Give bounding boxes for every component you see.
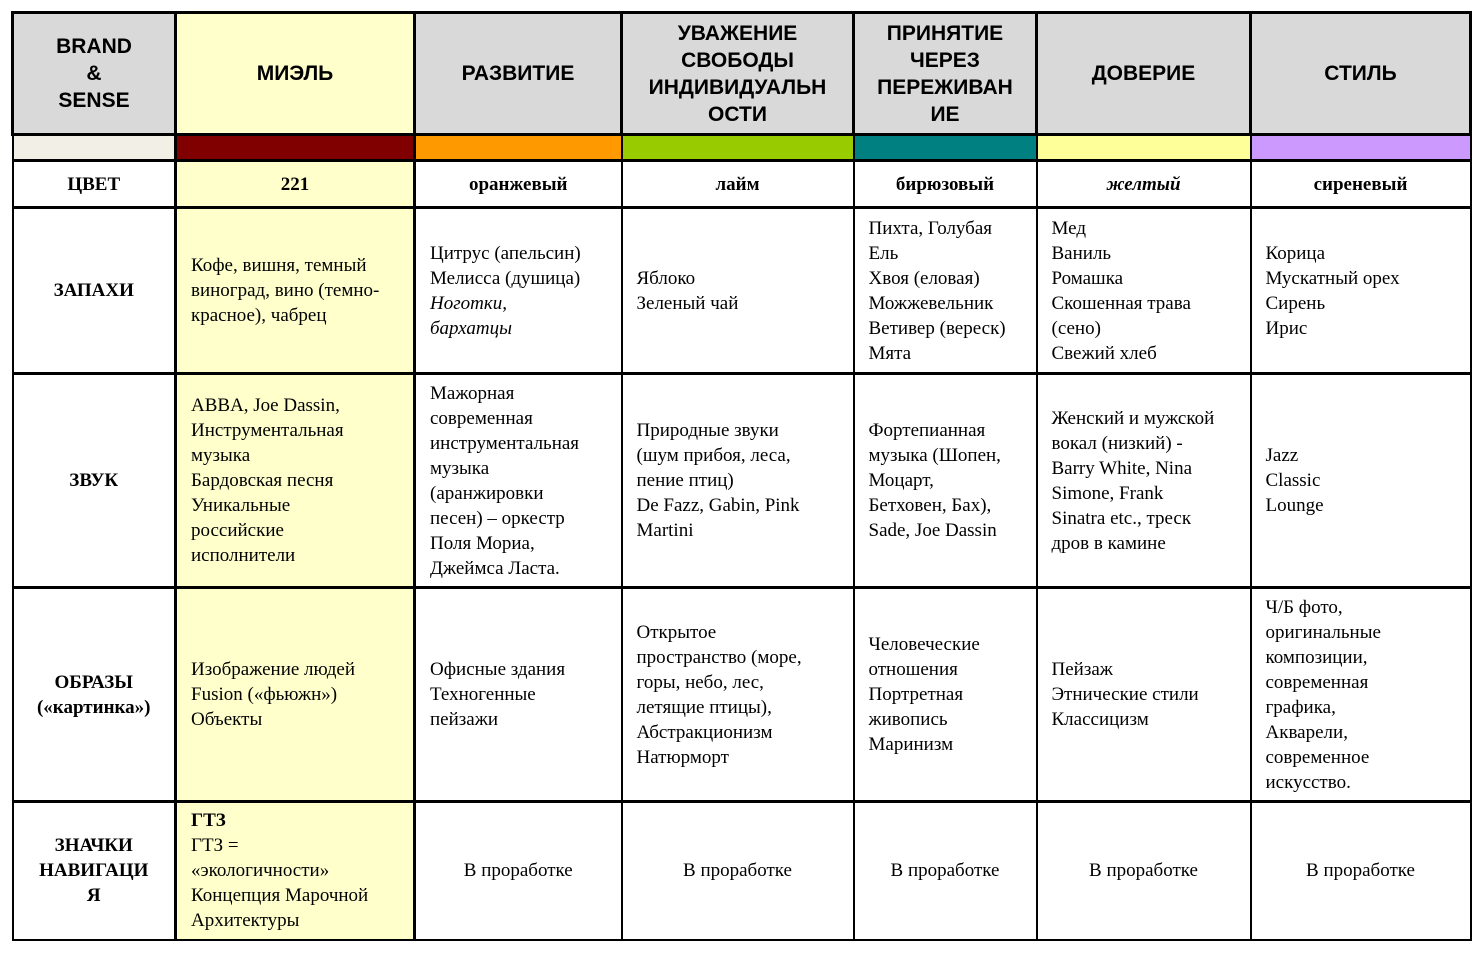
smells-cell <box>1251 208 1471 374</box>
cell-line: Техногенные <box>430 684 536 705</box>
cell-line: Инструментальная <box>191 420 344 441</box>
row-label-sound: ЗВУК <box>13 374 176 588</box>
navigation-row <box>13 802 1471 940</box>
header-line: ЧЕРЕЗ <box>910 48 980 72</box>
cell-line: вокал (низкий) - <box>1051 432 1183 454</box>
corner-line: BRAND <box>56 35 132 58</box>
cell-line: Этнические стили <box>1051 684 1199 705</box>
header-line: СТИЛЬ <box>1324 62 1397 85</box>
sound-row <box>13 374 1471 588</box>
brand-sense-table <box>11 11 1472 941</box>
smells-cell <box>415 208 622 374</box>
cell-line: горы, небо, лес, <box>636 671 764 693</box>
cell-line: Корица <box>1265 242 1325 264</box>
cell-line: отношения <box>868 659 958 680</box>
images-cell <box>1251 588 1471 802</box>
cell-line: композиции, <box>1265 646 1368 668</box>
cell-line: Martini <box>636 520 694 541</box>
cell-line: (сено) <box>1051 317 1101 339</box>
cell-line: ЗНАЧКИ <box>54 835 133 857</box>
corner-header <box>13 13 176 135</box>
cell-line: бархатцы <box>430 317 512 339</box>
cell-line: Ветивер (вереск) <box>868 317 1006 339</box>
cell-line: Объекты <box>191 709 263 730</box>
cell-line: Ель <box>868 242 899 264</box>
sound-brand <box>176 374 415 588</box>
cell-line: Пейзаж <box>1051 659 1113 680</box>
row-label-smells: ЗАПАХИ <box>13 208 176 374</box>
swatch-brand <box>176 135 415 161</box>
cell-line: Поля Мориа, <box>430 532 535 554</box>
cell-line: Женский и мужской <box>1051 407 1215 429</box>
cell-line: Свежий хлеб <box>1051 342 1157 364</box>
sound-cell <box>1037 374 1251 588</box>
header-line: ИЕ <box>930 102 960 126</box>
cell-line: виноград, вино (темно- <box>191 280 380 301</box>
cell-line: Мажорная <box>430 382 515 404</box>
cell-line: Фортепианная <box>868 420 986 441</box>
cell-line: Скошенная трава <box>1051 292 1191 314</box>
corner-line: SENSE <box>58 89 130 112</box>
cell-line: Изображение людей <box>191 659 356 680</box>
cell-line: ГТЗ = <box>191 835 239 857</box>
cell-line: Можжевельник <box>868 292 994 314</box>
cell-line: Fusion («фьюжн») <box>191 684 338 705</box>
images-cell <box>622 588 854 802</box>
cell-line: графика, <box>1265 696 1336 718</box>
cell-line: Мускатный орех <box>1265 267 1400 289</box>
cell-line: Sinatra etc., треск <box>1051 507 1192 529</box>
cell-line: музыка <box>430 457 490 479</box>
cell-line: Пихта, Голубая <box>868 217 993 239</box>
smells-brand <box>176 208 415 374</box>
color-row <box>13 161 1471 208</box>
swatch-lime <box>622 135 854 161</box>
sound-cell <box>622 374 854 588</box>
sound-cell <box>415 374 622 588</box>
cell-line: пространство (море, <box>636 646 802 668</box>
cell-line: Маринизм <box>868 734 954 755</box>
swatch-yellow <box>1037 135 1251 161</box>
swatch-label <box>13 135 176 161</box>
cell-line: De Fazz, Gabin, Pink <box>636 495 800 516</box>
cell-line: Цитрус (апельсин) <box>430 242 581 264</box>
images-cell <box>1037 588 1251 802</box>
swatch-turquoise <box>854 135 1037 161</box>
navigation-cell: В проработке <box>415 802 622 940</box>
color-cell: бирюзовый <box>854 161 1037 208</box>
cell-line: Мелисса (душица) <box>430 267 581 289</box>
cell-line: НАВИГАЦИ <box>39 860 149 882</box>
cell-line: Jazz <box>1265 445 1299 466</box>
navigation-cell: В проработке <box>854 802 1037 940</box>
cell-line: Акварели, <box>1265 721 1348 743</box>
cell-line: современная <box>1265 671 1369 693</box>
cell-line: песен) – оркестр <box>430 507 565 529</box>
cell-line: Моцарт, <box>868 470 934 491</box>
color-brand: 221 <box>176 161 415 208</box>
cell-line: живопись <box>868 709 948 730</box>
color-cell: желтый <box>1037 161 1251 208</box>
cell-line: Природные звуки <box>636 420 779 441</box>
smells-row <box>13 208 1471 374</box>
smells-cell <box>622 208 854 374</box>
cell-line: («картинка») <box>36 696 151 718</box>
images-cell <box>415 588 622 802</box>
cell-line: дров в камине <box>1051 532 1166 554</box>
column-header-acceptance <box>854 13 1037 135</box>
cell-line: Barry White, Nina <box>1051 457 1193 479</box>
cell-line: Абстракционизм <box>636 721 773 743</box>
cell-line: инструментальная <box>430 432 580 454</box>
cell-line: Хвоя (еловая) <box>868 267 980 289</box>
cell-line: Портретная <box>868 684 964 705</box>
navigation-cell: В проработке <box>622 802 854 940</box>
cell-line: красное), чабрец <box>191 305 327 326</box>
swatch-lilac <box>1251 135 1471 161</box>
column-header-development <box>415 13 622 135</box>
cell-line: Ваниль <box>1051 242 1112 264</box>
header-line: ПЕРЕЖИВАН <box>877 75 1013 99</box>
cell-line: Ноготки, <box>430 292 507 314</box>
header-line: УВАЖЕНИЕ <box>677 21 798 45</box>
cell-line: пение птиц) <box>636 470 734 491</box>
row-label-images <box>13 588 176 802</box>
cell-line: музыка (Шопен, <box>868 445 1001 466</box>
cell-line: Классицизм <box>1051 709 1149 730</box>
cell-line: музыка <box>191 445 251 466</box>
cell-line: искусство. <box>1265 771 1351 793</box>
header-line: ОСТИ <box>708 102 767 126</box>
cell-line: (аранжировки <box>430 482 544 504</box>
swatch-row <box>13 135 1471 161</box>
header-line: СВОБОДЫ <box>681 48 794 72</box>
images-brand <box>176 588 415 802</box>
header-line: ДОВЕРИЕ <box>1091 62 1196 85</box>
cell-line: Ирис <box>1265 317 1308 339</box>
cell-line: Открытое <box>636 621 717 643</box>
color-cell: оранжевый <box>415 161 622 208</box>
navigation-brand <box>176 802 415 940</box>
cell-line: Lounge <box>1265 495 1324 516</box>
brand-header: МИЭЛЬ <box>176 13 415 135</box>
color-cell: сиреневый <box>1251 161 1471 208</box>
cell-line: Кофе, вишня, темный <box>191 255 367 276</box>
cell-line: Мед <box>1051 217 1086 239</box>
cell-line: исполнители <box>191 545 296 566</box>
row-label-navigation <box>13 802 176 940</box>
column-header-respect <box>622 13 854 135</box>
header-row <box>13 13 1471 135</box>
cell-line: Джеймса Ласта. <box>430 557 560 579</box>
cell-line: (шум прибоя, леса, <box>636 445 791 466</box>
color-cell: лайм <box>622 161 854 208</box>
cell-line: современная <box>430 407 533 429</box>
column-header-style <box>1251 13 1471 135</box>
header-line: РАЗВИТИЕ <box>461 62 575 85</box>
header-line: ИНДИВИДУАЛЬН <box>648 75 827 99</box>
cell-line: Бардовская песня <box>191 470 334 491</box>
cell-line: Я <box>86 885 101 907</box>
corner-line: & <box>86 62 102 85</box>
header-line: ПРИНЯТИЕ <box>886 21 1004 45</box>
cell-line: российские <box>191 520 284 541</box>
cell-line: Зеленый чай <box>636 292 739 314</box>
sound-cell <box>1251 374 1471 588</box>
navigation-cell: В проработке <box>1037 802 1251 940</box>
cell-line: Уникальные <box>191 495 291 516</box>
cell-line: Натюрморт <box>636 746 729 768</box>
cell-line: Ромашка <box>1051 267 1124 289</box>
cell-line: Человеческие <box>868 634 980 655</box>
cell-line: Ч/Б фото, <box>1265 596 1343 618</box>
cell-line: Офисные здания <box>430 659 566 680</box>
row-label-color: ЦВЕТ <box>13 161 176 208</box>
cell-line: Сирень <box>1265 292 1326 314</box>
cell-line: «экологичности» <box>191 860 330 882</box>
smells-cell <box>1037 208 1251 374</box>
cell-line: ОБРАЗЫ <box>54 671 133 693</box>
images-row <box>13 588 1471 802</box>
column-header-trust <box>1037 13 1251 135</box>
cell-line: ГТЗ <box>191 810 226 832</box>
cell-line: Бетховен, Бах), <box>868 495 992 516</box>
swatch-orange <box>415 135 622 161</box>
cell-line: Simone, Frank <box>1051 482 1164 504</box>
cell-line: ABBA, Joe Dassin, <box>191 395 340 416</box>
cell-line: Sade, Joe Dassin <box>868 520 997 541</box>
cell-line: Архитектуры <box>191 910 300 932</box>
smells-cell <box>854 208 1037 374</box>
cell-line: пейзажи <box>430 709 499 730</box>
cell-line: современное <box>1265 746 1370 768</box>
cell-line: Концепция Марочной <box>191 885 369 907</box>
cell-line: летящие птицы), <box>636 696 772 718</box>
cell-line: оригинальные <box>1265 621 1381 643</box>
cell-line: Мята <box>868 342 912 364</box>
cell-line: Яблоко <box>636 267 696 289</box>
cell-line: Classic <box>1265 470 1321 491</box>
sound-cell <box>854 374 1037 588</box>
images-cell <box>854 588 1037 802</box>
navigation-cell: В проработке <box>1251 802 1471 940</box>
